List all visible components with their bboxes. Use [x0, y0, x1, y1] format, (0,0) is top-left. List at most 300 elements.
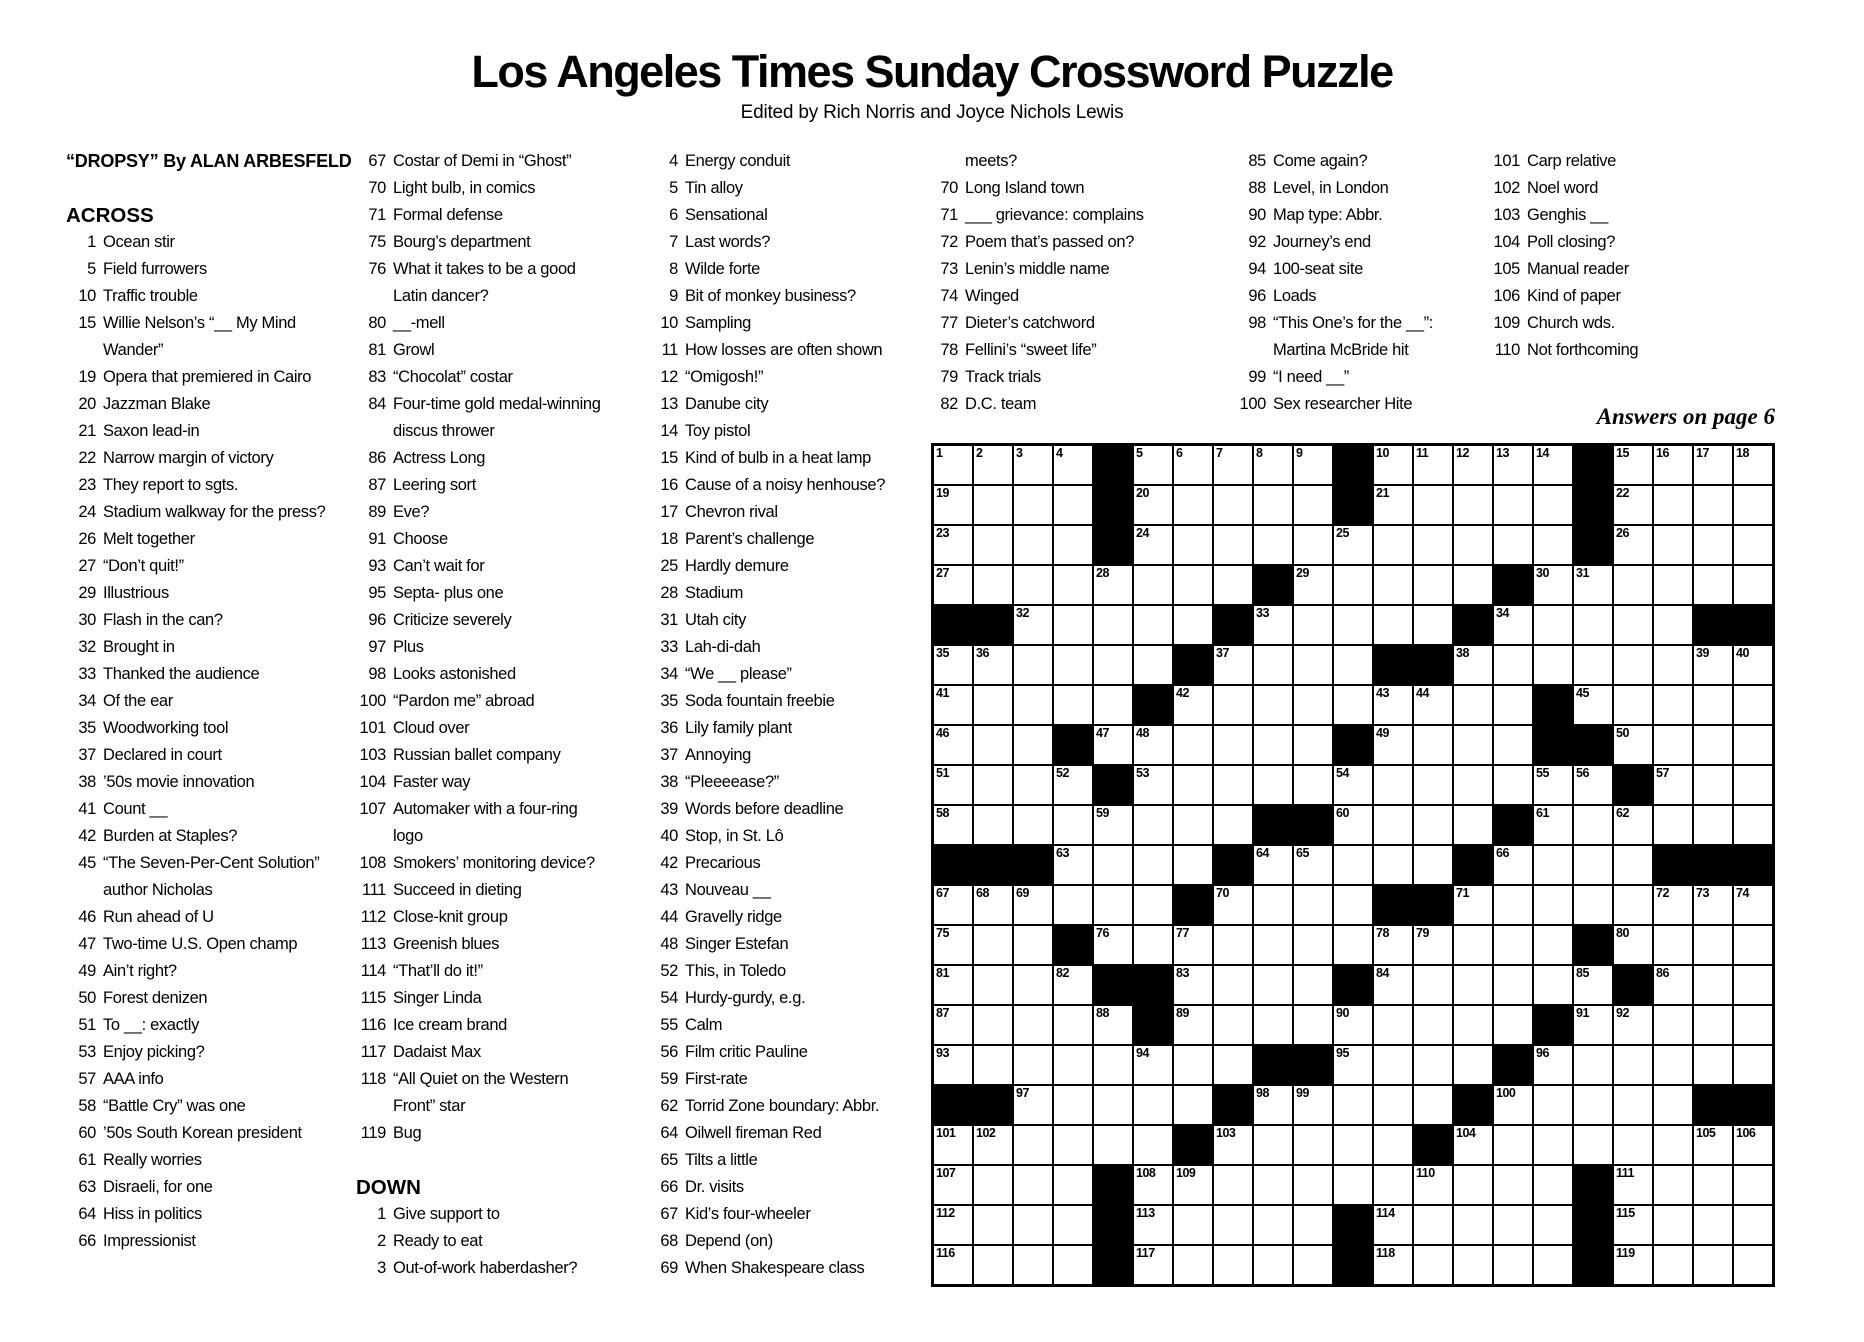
grid-cell[interactable] — [1253, 1005, 1293, 1045]
grid-cell[interactable] — [1533, 645, 1573, 685]
grid-cell[interactable] — [1613, 605, 1653, 645]
grid-cell[interactable] — [1093, 565, 1133, 605]
grid-cell[interactable] — [973, 765, 1013, 805]
grid-cell[interactable] — [1533, 1085, 1573, 1125]
grid-cell[interactable] — [1453, 1165, 1493, 1205]
grid-cell[interactable] — [1413, 1005, 1453, 1045]
grid-cell[interactable] — [1573, 885, 1613, 925]
grid-cell[interactable] — [1693, 1165, 1733, 1205]
grid-cell[interactable] — [1413, 805, 1453, 845]
grid-cell[interactable] — [1213, 1165, 1253, 1205]
grid-cell[interactable] — [1093, 685, 1133, 725]
grid-cell[interactable] — [973, 645, 1013, 685]
grid-cell[interactable] — [1013, 605, 1053, 645]
grid-cell[interactable] — [1173, 1045, 1213, 1085]
grid-cell[interactable] — [1053, 605, 1093, 645]
grid-cell[interactable] — [1253, 445, 1293, 485]
grid-cell[interactable] — [933, 1045, 973, 1085]
grid-cell[interactable] — [1533, 1125, 1573, 1165]
grid-cell[interactable] — [1013, 1125, 1053, 1165]
grid-cell[interactable] — [1293, 685, 1333, 725]
grid-cell[interactable] — [1733, 485, 1773, 525]
grid-cell[interactable] — [973, 485, 1013, 525]
grid-cell[interactable] — [1013, 805, 1053, 845]
grid-cell[interactable] — [1253, 485, 1293, 525]
grid-cell[interactable] — [973, 525, 1013, 565]
grid-cell[interactable] — [1493, 605, 1533, 645]
grid-cell[interactable] — [1373, 965, 1413, 1005]
grid-cell[interactable] — [1613, 1165, 1653, 1205]
grid-cell[interactable] — [973, 565, 1013, 605]
grid-cell[interactable] — [933, 725, 973, 765]
grid-cell[interactable] — [1133, 445, 1173, 485]
grid-cell[interactable] — [1093, 1045, 1133, 1085]
grid-cell[interactable] — [1133, 725, 1173, 765]
grid-cell[interactable] — [1733, 1005, 1773, 1045]
grid-cell[interactable] — [1013, 1205, 1053, 1245]
grid-cell[interactable] — [1613, 685, 1653, 725]
grid-cell[interactable] — [1333, 1045, 1373, 1085]
grid-cell[interactable] — [1133, 1125, 1173, 1165]
grid-cell[interactable] — [1493, 1245, 1533, 1285]
grid-cell[interactable] — [1573, 645, 1613, 685]
grid-cell[interactable] — [1093, 805, 1133, 845]
grid-cell[interactable] — [1133, 645, 1173, 685]
grid-cell[interactable] — [1693, 1245, 1733, 1285]
grid-cell[interactable] — [1613, 1205, 1653, 1245]
grid-cell[interactable] — [1653, 805, 1693, 845]
grid-cell[interactable] — [1333, 1085, 1373, 1125]
grid-cell[interactable] — [1733, 805, 1773, 845]
grid-cell[interactable] — [1453, 645, 1493, 685]
grid-cell[interactable] — [933, 805, 973, 845]
grid-cell[interactable] — [1253, 885, 1293, 925]
grid-cell[interactable] — [1053, 1005, 1093, 1045]
grid-cell[interactable] — [1013, 485, 1053, 525]
grid-cell[interactable] — [1213, 485, 1253, 525]
grid-cell[interactable] — [1053, 965, 1093, 1005]
grid-cell[interactable] — [1373, 1125, 1413, 1165]
grid-cell[interactable] — [1093, 645, 1133, 685]
grid-cell[interactable] — [1133, 1085, 1173, 1125]
grid-cell[interactable] — [1093, 845, 1133, 885]
grid-cell[interactable] — [1253, 1165, 1293, 1205]
grid-cell[interactable] — [1013, 725, 1053, 765]
grid-cell[interactable] — [1253, 1205, 1293, 1245]
grid-cell[interactable] — [1013, 965, 1053, 1005]
grid-cell[interactable] — [1133, 765, 1173, 805]
grid-cell[interactable] — [1573, 1085, 1613, 1125]
grid-cell[interactable] — [1293, 925, 1333, 965]
grid-cell[interactable] — [1253, 765, 1293, 805]
grid-cell[interactable] — [1653, 725, 1693, 765]
grid-cell[interactable] — [1533, 965, 1573, 1005]
grid-cell[interactable] — [1693, 925, 1733, 965]
grid-cell[interactable] — [1693, 685, 1733, 725]
grid-cell[interactable] — [1293, 1205, 1333, 1245]
grid-cell[interactable] — [1693, 725, 1733, 765]
grid-cell[interactable] — [1613, 485, 1653, 525]
grid-cell[interactable] — [973, 725, 1013, 765]
grid-cell[interactable] — [1493, 1165, 1533, 1205]
grid-cell[interactable] — [1653, 685, 1693, 725]
grid-cell[interactable] — [1133, 1245, 1173, 1285]
grid-cell[interactable] — [973, 1125, 1013, 1165]
grid-cell[interactable] — [1173, 845, 1213, 885]
grid-cell[interactable] — [1173, 605, 1213, 645]
grid-cell[interactable] — [973, 965, 1013, 1005]
grid-cell[interactable] — [973, 1165, 1013, 1205]
grid-cell[interactable] — [1413, 565, 1453, 605]
grid-cell[interactable] — [933, 685, 973, 725]
grid-cell[interactable] — [1293, 1085, 1333, 1125]
grid-cell[interactable] — [1613, 645, 1653, 685]
grid-cell[interactable] — [933, 485, 973, 525]
grid-cell[interactable] — [973, 885, 1013, 925]
grid-cell[interactable] — [1453, 1005, 1493, 1045]
grid-cell[interactable] — [1533, 525, 1573, 565]
grid-cell[interactable] — [1293, 845, 1333, 885]
grid-cell[interactable] — [1573, 805, 1613, 845]
grid-cell[interactable] — [1493, 1085, 1533, 1125]
grid-cell[interactable] — [1533, 765, 1573, 805]
grid-cell[interactable] — [1573, 965, 1613, 1005]
grid-cell[interactable] — [933, 965, 973, 1005]
grid-cell[interactable] — [1253, 525, 1293, 565]
grid-cell[interactable] — [1653, 645, 1693, 685]
grid-cell[interactable] — [1373, 1165, 1413, 1205]
grid-cell[interactable] — [1053, 845, 1093, 885]
grid-cell[interactable] — [1173, 525, 1213, 565]
grid-cell[interactable] — [1293, 965, 1333, 1005]
grid-cell[interactable] — [1213, 1045, 1253, 1085]
grid-cell[interactable] — [1053, 645, 1093, 685]
grid-cell[interactable] — [1613, 885, 1653, 925]
grid-cell[interactable] — [1093, 605, 1133, 645]
grid-cell[interactable] — [1573, 565, 1613, 605]
grid-cell[interactable] — [1733, 1125, 1773, 1165]
grid-cell[interactable] — [1453, 445, 1493, 485]
grid-cell[interactable] — [1653, 1165, 1693, 1205]
grid-cell[interactable] — [1053, 445, 1093, 485]
grid-cell[interactable] — [1653, 565, 1693, 605]
grid-cell[interactable] — [1053, 1125, 1093, 1165]
grid-cell[interactable] — [1493, 445, 1533, 485]
grid-cell[interactable] — [1733, 685, 1773, 725]
grid-cell[interactable] — [1253, 1125, 1293, 1165]
grid-cell[interactable] — [1253, 845, 1293, 885]
grid-cell[interactable] — [933, 1005, 973, 1045]
grid-cell[interactable] — [1413, 925, 1453, 965]
grid-cell[interactable] — [1573, 685, 1613, 725]
grid-cell[interactable] — [1733, 925, 1773, 965]
grid-cell[interactable] — [1013, 1165, 1053, 1205]
grid-cell[interactable] — [1653, 1045, 1693, 1085]
grid-cell[interactable] — [1533, 885, 1573, 925]
grid-cell[interactable] — [1533, 445, 1573, 485]
grid-cell[interactable] — [1373, 1045, 1413, 1085]
grid-cell[interactable] — [1693, 1045, 1733, 1085]
grid-cell[interactable] — [1053, 1245, 1093, 1285]
grid-cell[interactable] — [1533, 805, 1573, 845]
grid-cell[interactable] — [1013, 765, 1053, 805]
grid-cell[interactable] — [933, 1205, 973, 1245]
grid-cell[interactable] — [1693, 565, 1733, 605]
grid-cell[interactable] — [1493, 765, 1533, 805]
grid-cell[interactable] — [933, 885, 973, 925]
grid-cell[interactable] — [1533, 1245, 1573, 1285]
grid-cell[interactable] — [1173, 685, 1213, 725]
grid-cell[interactable] — [1333, 685, 1373, 725]
grid-cell[interactable] — [1733, 1245, 1773, 1285]
grid-cell[interactable] — [1373, 1205, 1413, 1245]
grid-cell[interactable] — [1733, 1045, 1773, 1085]
grid-cell[interactable] — [1333, 765, 1373, 805]
grid-cell[interactable] — [1053, 485, 1093, 525]
grid-cell[interactable] — [1413, 725, 1453, 765]
grid-cell[interactable] — [1533, 1045, 1573, 1085]
grid-cell[interactable] — [1213, 1125, 1253, 1165]
grid-cell[interactable] — [1373, 805, 1413, 845]
grid-cell[interactable] — [1333, 1125, 1373, 1165]
grid-cell[interactable] — [1733, 645, 1773, 685]
grid-cell[interactable] — [1413, 685, 1453, 725]
grid-cell[interactable] — [1413, 1085, 1453, 1125]
grid-cell[interactable] — [1653, 1125, 1693, 1165]
grid-cell[interactable] — [1333, 565, 1373, 605]
grid-cell[interactable] — [1373, 525, 1413, 565]
grid-cell[interactable] — [1413, 845, 1453, 885]
grid-cell[interactable] — [1293, 645, 1333, 685]
grid-cell[interactable] — [1573, 1125, 1613, 1165]
grid-cell[interactable] — [1653, 1205, 1693, 1245]
grid-cell[interactable] — [1653, 765, 1693, 805]
grid-cell[interactable] — [973, 1205, 1013, 1245]
grid-cell[interactable] — [1213, 885, 1253, 925]
grid-cell[interactable] — [1453, 525, 1493, 565]
grid-cell[interactable] — [1293, 605, 1333, 645]
grid-cell[interactable] — [1093, 885, 1133, 925]
grid-cell[interactable] — [1693, 525, 1733, 565]
grid-cell[interactable] — [1333, 925, 1373, 965]
grid-cell[interactable] — [1293, 1165, 1333, 1205]
grid-cell[interactable] — [933, 765, 973, 805]
grid-cell[interactable] — [1613, 925, 1653, 965]
grid-cell[interactable] — [1573, 765, 1613, 805]
grid-cell[interactable] — [1013, 1045, 1053, 1085]
grid-cell[interactable] — [1613, 565, 1653, 605]
grid-cell[interactable] — [1173, 1085, 1213, 1125]
grid-cell[interactable] — [1653, 1085, 1693, 1125]
grid-cell[interactable] — [933, 1165, 973, 1205]
grid-cell[interactable] — [933, 525, 973, 565]
grid-cell[interactable] — [1573, 1045, 1613, 1085]
grid-cell[interactable] — [1093, 1085, 1133, 1125]
grid-cell[interactable] — [1693, 645, 1733, 685]
grid-cell[interactable] — [1413, 1205, 1453, 1245]
grid-cell[interactable] — [1493, 525, 1533, 565]
grid-cell[interactable] — [1333, 1165, 1373, 1205]
grid-cell[interactable] — [1613, 1005, 1653, 1045]
grid-cell[interactable] — [1373, 725, 1413, 765]
grid-cell[interactable] — [1413, 765, 1453, 805]
grid-cell[interactable] — [1173, 445, 1213, 485]
grid-cell[interactable] — [1013, 685, 1053, 725]
grid-cell[interactable] — [1013, 885, 1053, 925]
grid-cell[interactable] — [1253, 965, 1293, 1005]
grid-cell[interactable] — [1693, 1125, 1733, 1165]
grid-cell[interactable] — [1613, 1045, 1653, 1085]
grid-cell[interactable] — [1373, 1005, 1413, 1045]
grid-cell[interactable] — [1133, 565, 1173, 605]
grid-cell[interactable] — [1733, 1165, 1773, 1205]
grid-cell[interactable] — [1173, 925, 1213, 965]
grid-cell[interactable] — [1093, 1005, 1133, 1045]
grid-cell[interactable] — [1133, 1045, 1173, 1085]
grid-cell[interactable] — [1213, 925, 1253, 965]
grid-cell[interactable] — [973, 805, 1013, 845]
grid-cell[interactable] — [1133, 885, 1173, 925]
grid-cell[interactable] — [1173, 1205, 1213, 1245]
grid-cell[interactable] — [973, 445, 1013, 485]
grid-cell[interactable] — [1693, 1005, 1733, 1045]
grid-cell[interactable] — [1053, 525, 1093, 565]
grid-cell[interactable] — [1253, 1245, 1293, 1285]
grid-cell[interactable] — [1413, 1045, 1453, 1085]
grid-cell[interactable] — [1053, 565, 1093, 605]
grid-cell[interactable] — [1373, 1245, 1413, 1285]
grid-cell[interactable] — [1293, 485, 1333, 525]
grid-cell[interactable] — [1653, 885, 1693, 925]
grid-cell[interactable] — [1573, 605, 1613, 645]
grid-cell[interactable] — [1493, 725, 1533, 765]
grid-cell[interactable] — [1493, 885, 1533, 925]
grid-cell[interactable] — [1213, 965, 1253, 1005]
grid-cell[interactable] — [1293, 565, 1333, 605]
grid-cell[interactable] — [1373, 765, 1413, 805]
grid-cell[interactable] — [1133, 845, 1173, 885]
grid-cell[interactable] — [1693, 445, 1733, 485]
grid-cell[interactable] — [1293, 445, 1333, 485]
grid-cell[interactable] — [1293, 1125, 1333, 1165]
grid-cell[interactable] — [973, 925, 1013, 965]
grid-cell[interactable] — [1213, 1205, 1253, 1245]
grid-cell[interactable] — [1013, 1005, 1053, 1045]
grid-cell[interactable] — [1733, 965, 1773, 1005]
grid-cell[interactable] — [1213, 685, 1253, 725]
grid-cell[interactable] — [1373, 485, 1413, 525]
grid-cell[interactable] — [1213, 805, 1253, 845]
grid-cell[interactable] — [1533, 1205, 1573, 1245]
grid-cell[interactable] — [1653, 965, 1693, 1005]
grid-cell[interactable] — [933, 925, 973, 965]
grid-cell[interactable] — [1653, 525, 1693, 565]
grid-cell[interactable] — [1413, 525, 1453, 565]
grid-cell[interactable] — [1533, 925, 1573, 965]
grid-cell[interactable] — [933, 1125, 973, 1165]
grid-cell[interactable] — [1333, 805, 1373, 845]
grid-cell[interactable] — [1733, 885, 1773, 925]
grid-cell[interactable] — [1133, 805, 1173, 845]
grid-cell[interactable] — [1093, 725, 1133, 765]
grid-cell[interactable] — [1693, 765, 1733, 805]
grid-cell[interactable] — [1453, 1245, 1493, 1285]
grid-cell[interactable] — [1173, 965, 1213, 1005]
grid-cell[interactable] — [1293, 1245, 1333, 1285]
grid-cell[interactable] — [1533, 845, 1573, 885]
grid-cell[interactable] — [1493, 1125, 1533, 1165]
grid-cell[interactable] — [1213, 765, 1253, 805]
grid-cell[interactable] — [1173, 485, 1213, 525]
grid-cell[interactable] — [1693, 485, 1733, 525]
grid-cell[interactable] — [1453, 565, 1493, 605]
grid-cell[interactable] — [1453, 1205, 1493, 1245]
grid-cell[interactable] — [1093, 925, 1133, 965]
grid-cell[interactable] — [1293, 1005, 1333, 1045]
grid-cell[interactable] — [1173, 1165, 1213, 1205]
grid-cell[interactable] — [1653, 605, 1693, 645]
grid-cell[interactable] — [1173, 725, 1213, 765]
grid-cell[interactable] — [1053, 805, 1093, 845]
grid-cell[interactable] — [1453, 1045, 1493, 1085]
grid-cell[interactable] — [1293, 885, 1333, 925]
grid-cell[interactable] — [933, 565, 973, 605]
grid-cell[interactable] — [1653, 445, 1693, 485]
grid-cell[interactable] — [1013, 1085, 1053, 1125]
grid-cell[interactable] — [1653, 925, 1693, 965]
grid-cell[interactable] — [1173, 805, 1213, 845]
grid-cell[interactable] — [1693, 965, 1733, 1005]
grid-cell[interactable] — [1533, 1165, 1573, 1205]
grid-cell[interactable] — [1693, 885, 1733, 925]
grid-cell[interactable] — [1613, 845, 1653, 885]
grid-cell[interactable] — [1373, 845, 1413, 885]
grid-cell[interactable] — [1653, 1245, 1693, 1285]
grid-cell[interactable] — [1013, 525, 1053, 565]
grid-cell[interactable] — [1453, 925, 1493, 965]
grid-cell[interactable] — [1493, 485, 1533, 525]
grid-cell[interactable] — [973, 1005, 1013, 1045]
grid-cell[interactable] — [1293, 525, 1333, 565]
grid-cell[interactable] — [1613, 445, 1653, 485]
grid-cell[interactable] — [1493, 965, 1533, 1005]
grid-cell[interactable] — [1373, 925, 1413, 965]
grid-cell[interactable] — [1573, 1005, 1613, 1045]
grid-cell[interactable] — [1493, 1005, 1533, 1045]
grid-cell[interactable] — [1253, 1085, 1293, 1125]
grid-cell[interactable] — [1413, 1245, 1453, 1285]
grid-cell[interactable] — [1453, 885, 1493, 925]
grid-cell[interactable] — [1533, 605, 1573, 645]
grid-cell[interactable] — [1053, 1205, 1093, 1245]
grid-cell[interactable] — [1613, 725, 1653, 765]
grid-cell[interactable] — [1373, 445, 1413, 485]
grid-cell[interactable] — [1533, 485, 1573, 525]
grid-cell[interactable] — [1653, 485, 1693, 525]
grid-cell[interactable] — [973, 1245, 1013, 1285]
grid-cell[interactable] — [1013, 565, 1053, 605]
grid-cell[interactable] — [1333, 605, 1373, 645]
grid-cell[interactable] — [1373, 605, 1413, 645]
grid-cell[interactable] — [1173, 765, 1213, 805]
grid-cell[interactable] — [1493, 1205, 1533, 1245]
grid-cell[interactable] — [1213, 565, 1253, 605]
grid-cell[interactable] — [1213, 1245, 1253, 1285]
grid-cell[interactable] — [1133, 605, 1173, 645]
grid-cell[interactable] — [1053, 685, 1093, 725]
grid-cell[interactable] — [1613, 1085, 1653, 1125]
grid-cell[interactable] — [1013, 645, 1053, 685]
